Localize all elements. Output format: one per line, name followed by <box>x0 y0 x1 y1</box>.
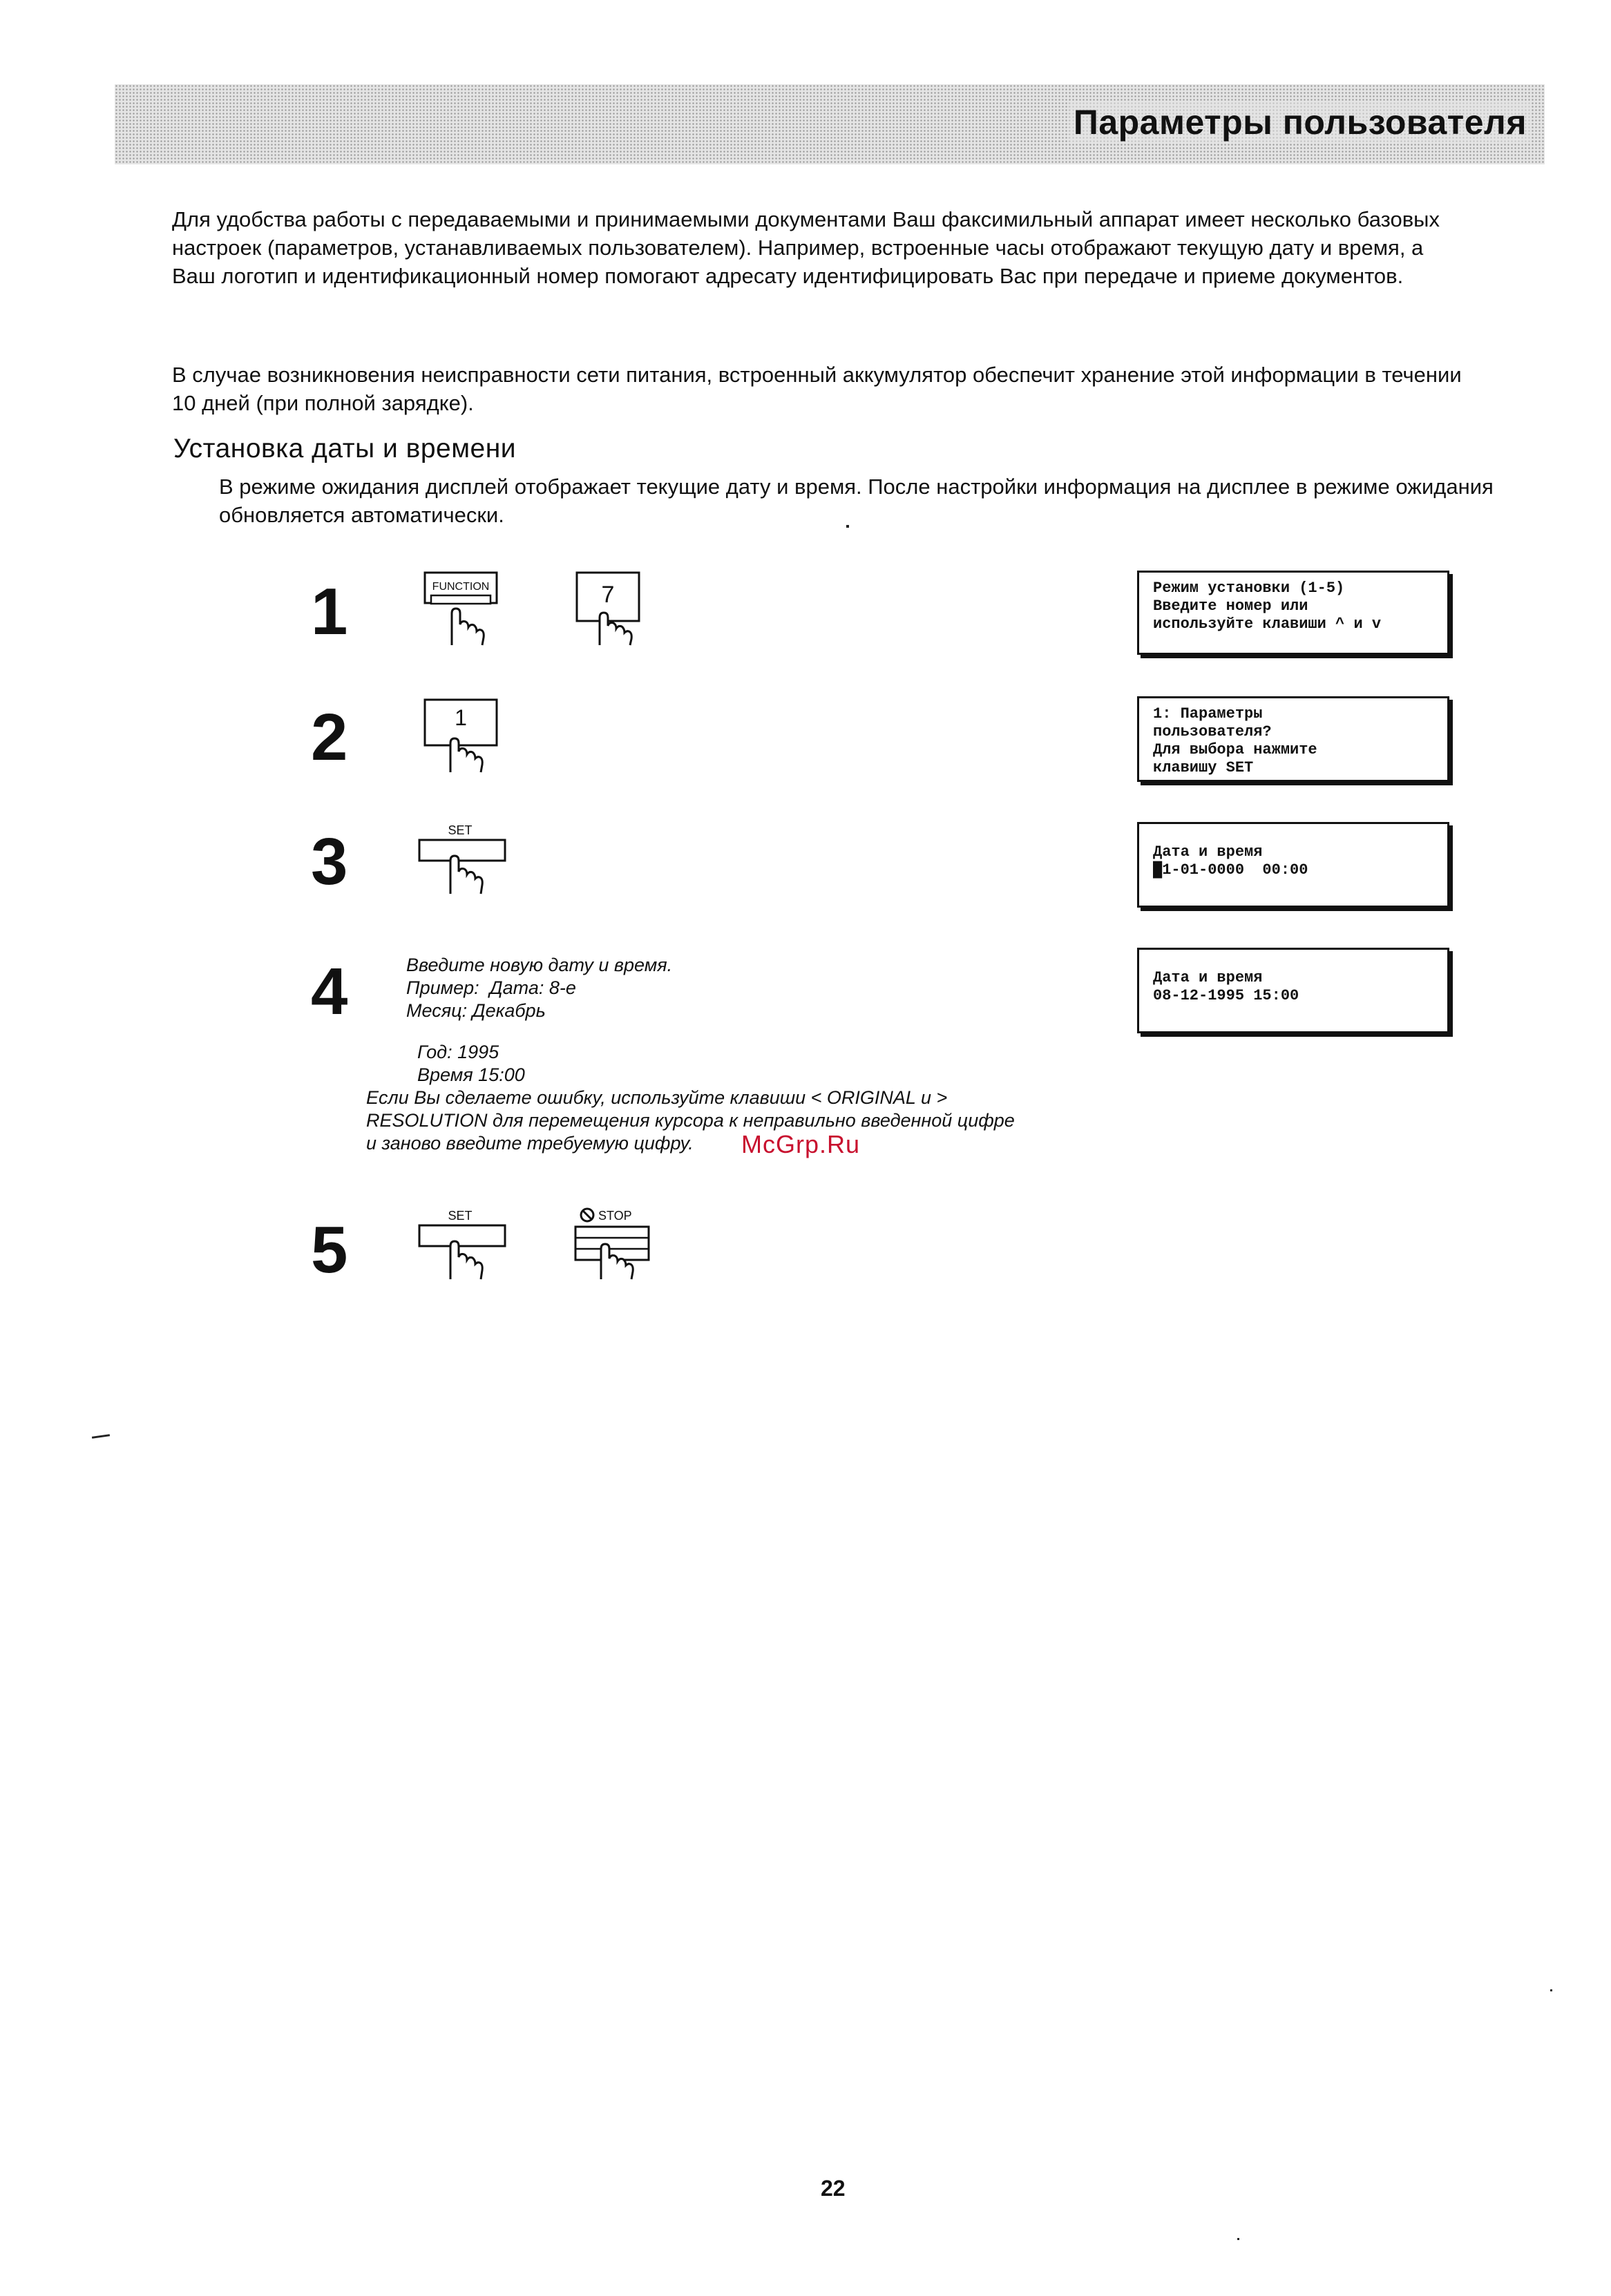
page-number: 22 <box>821 2176 846 2201</box>
instruction-line: Пример: Дата: 8-е <box>406 977 576 998</box>
lcd-line: пользователя? <box>1153 723 1272 740</box>
instruction-line: Введите новую дату и время. <box>406 955 673 975</box>
step-number: 5 <box>311 1213 348 1287</box>
set-key-icon <box>417 1206 507 1282</box>
stop-key-icon <box>573 1206 654 1282</box>
lcd-display-step-1 <box>1137 571 1449 655</box>
section-title: Установка даты и времени <box>173 434 517 463</box>
function-key[interactable] <box>423 571 499 648</box>
instruction-line: Время 15:00 <box>417 1064 525 1085</box>
intro-paragraph-2: В случае возникновения неисправности сети питания, встроенный аккумулятор обеспечит хранение этой информации в течении 10 дней (при полной зарядке). <box>172 363 1462 415</box>
stop-key-label: STOP <box>598 1209 632 1223</box>
step-4-instructions-bottom <box>366 1087 1015 1155</box>
page-title: Параметры пользователя <box>1069 102 1531 142</box>
digit-1-key-icon <box>423 698 499 775</box>
scan-speck <box>92 1434 110 1439</box>
lcd-line: Введите номер или <box>1153 597 1308 615</box>
intro-paragraph-1: Для удобства работы с передаваемыми и принимаемыми документами Ваш факсимильный аппарат имеет несколько базовых настроек (параметров, устанавливаемых пользователем). Например, встроенные часы отображают текущую дату и время, а Ваш логотип и идентификационный номер помогают адресату идентифицировать Вас при передаче и приеме документов. <box>172 207 1440 288</box>
section-description: В режиме ожидания дисплей отображает текущие дату и время. После настройки информация на дисплее в режиме ожидания обновляется автоматически. <box>219 475 1494 527</box>
digit-1-key-label: 1 <box>455 705 467 730</box>
set-key[interactable] <box>417 1206 507 1282</box>
scan-speck <box>1550 1989 1552 1991</box>
lcd-display-step-3 <box>1137 822 1449 908</box>
step-4-instructions-mid <box>417 1041 525 1087</box>
instruction-line: Если Вы сделаете ошибку, используйте клавиши < ORIGINAL и > <box>366 1087 948 1108</box>
instruction-line: Год: 1995 <box>417 1042 499 1062</box>
step-number: 1 <box>311 575 348 649</box>
set-key[interactable] <box>417 821 507 897</box>
watermark: McGrp.Ru <box>741 1130 861 1158</box>
digit-7-key-label: 7 <box>601 582 615 608</box>
set-key-icon <box>417 821 507 897</box>
function-key-icon <box>423 571 499 648</box>
lcd-line: 1: Параметры <box>1153 705 1263 723</box>
lcd-line: клавишу SET <box>1153 759 1254 776</box>
step-number: 2 <box>311 700 348 774</box>
header-band <box>115 84 1545 164</box>
set-key-label: SET <box>448 823 473 837</box>
step-number: 4 <box>311 955 348 1029</box>
instruction-line: RESOLUTION для перемещения курсора к неправильно введенной цифре <box>366 1110 1015 1131</box>
lcd-line: Режим установки (1-5) <box>1153 580 1345 597</box>
digit-7-key[interactable] <box>575 571 644 648</box>
digit-7-key-icon <box>575 571 644 648</box>
set-key-label: SET <box>448 1209 473 1223</box>
lcd-display-step-4 <box>1137 948 1449 1033</box>
lcd-line: Дата и время <box>1153 969 1263 986</box>
lcd-line: используйте клавиши ^ и v <box>1153 615 1382 633</box>
scan-speck <box>1237 2238 1239 2240</box>
lcd-display-step-2 <box>1137 696 1449 782</box>
step-4-instructions-top <box>406 954 672 1022</box>
scan-speck <box>846 525 849 528</box>
digit-1-key[interactable] <box>423 698 499 775</box>
lcd-line: Для выбора нажмите <box>1153 741 1317 758</box>
lcd-line: █1-01-0000 00:00 <box>1153 861 1308 879</box>
step-number: 3 <box>311 825 348 899</box>
instruction-line: Месяц: Декабрь <box>406 1000 546 1021</box>
stop-key[interactable] <box>573 1206 654 1282</box>
lcd-line: Дата и время <box>1153 843 1263 861</box>
lcd-line: 08-12-1995 15:00 <box>1153 987 1299 1004</box>
function-key-label: FUNCTION <box>432 581 490 593</box>
instruction-line: и заново введите требуемую цифру. <box>366 1133 694 1154</box>
